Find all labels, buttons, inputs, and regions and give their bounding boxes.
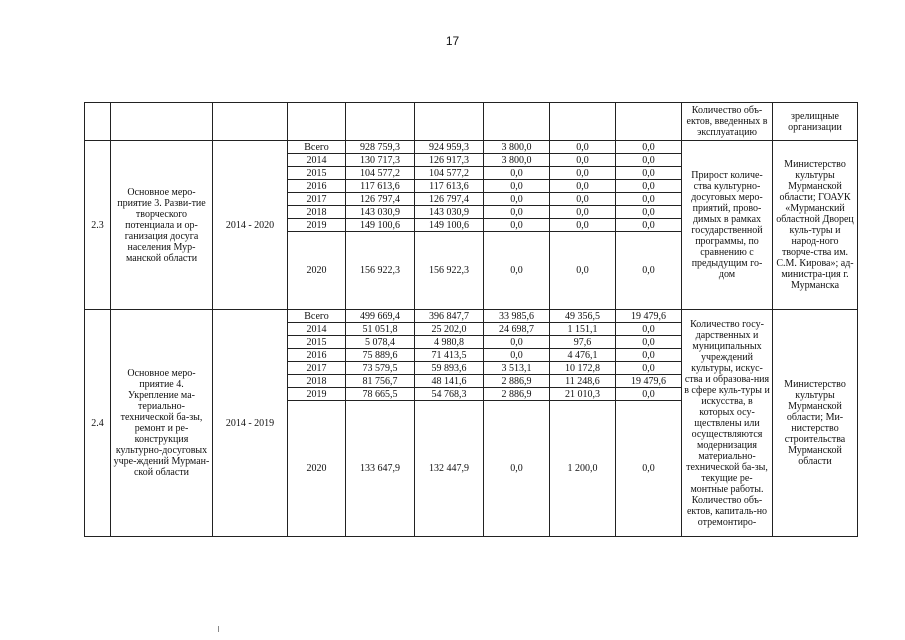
year-label-cell: 2017: [288, 362, 346, 375]
year-label-cell: 2014: [288, 154, 346, 167]
year-label-cell: Всего: [288, 310, 346, 323]
value-cell-c1: 78 665,5: [346, 388, 415, 401]
value-cell-c1: 143 030,9: [346, 206, 415, 219]
value-cell-c3: 0,0: [484, 232, 550, 310]
value-cell-c1: 75 889,6: [346, 349, 415, 362]
year-label-cell: 2017: [288, 193, 346, 206]
value-cell-c3: 2 886,9: [484, 388, 550, 401]
value-cell-c3: 3 513,1: [484, 362, 550, 375]
value-cell-c1: 156 922,3: [346, 232, 415, 310]
value-cell-c5: 0,0: [616, 323, 682, 336]
table-row: [85, 141, 858, 154]
value-cell-c3: 0,0: [484, 167, 550, 180]
value-cell-c2: 4 980,8: [415, 336, 484, 349]
row-number-cell: 2.4: [85, 310, 111, 537]
year-label-cell: 2020: [288, 232, 346, 310]
value-cell-c2: 48 141,6: [415, 375, 484, 388]
year-label-cell: 2016: [288, 180, 346, 193]
value-cell-c2: 54 768,3: [415, 388, 484, 401]
value-cell-c3: 2 886,9: [484, 375, 550, 388]
value-cell-c2: 117 613,6: [415, 180, 484, 193]
value-cell-c4: 1 200,0: [550, 401, 616, 537]
value-cell-c4: 0,0: [550, 219, 616, 232]
value-cell-c2: 396 847,7: [415, 310, 484, 323]
value-cell-c4: 0,0: [550, 193, 616, 206]
header-empty-cell: [616, 103, 682, 141]
value-cell-c1: 81 756,7: [346, 375, 415, 388]
header-empty-cell: [484, 103, 550, 141]
value-cell-c5: 0,0: [616, 141, 682, 154]
value-cell-c5: 0,0: [616, 349, 682, 362]
header-empty-cell: [346, 103, 415, 141]
year-label-cell: 2015: [288, 167, 346, 180]
value-cell-c1: 117 613,6: [346, 180, 415, 193]
measure-title-cell: Основное меро-приятие 4. Укрепление ма-териально-технической ба-зы, ремонт и ре-конструкция культурно-досуговых учре-ждений Мурман-ской области: [111, 310, 213, 537]
value-cell-c2: 143 030,9: [415, 206, 484, 219]
value-cell-c5: 0,0: [616, 154, 682, 167]
measure-title-cell: Основное меро-приятие 3. Разви-тие творческого потенциала и ор-ганизация досуга населения Мур-манской области: [111, 141, 213, 310]
value-cell-c4: 0,0: [550, 180, 616, 193]
value-cell-c5: 19 479,6: [616, 310, 682, 323]
value-cell-c4: 0,0: [550, 232, 616, 310]
value-cell-c4: 0,0: [550, 167, 616, 180]
value-cell-c4: 11 248,6: [550, 375, 616, 388]
header-empty-cell: [111, 103, 213, 141]
value-cell-c3: 0,0: [484, 401, 550, 537]
header-row: [85, 103, 858, 141]
value-cell-c1: 133 647,9: [346, 401, 415, 537]
table-row: [85, 310, 858, 323]
value-cell-c5: 0,0: [616, 180, 682, 193]
value-cell-c4: 0,0: [550, 141, 616, 154]
value-cell-c5: 0,0: [616, 362, 682, 375]
executor-cell: Министерство культуры Мурманской области; Ми-нистерство строительства Мурманской области: [773, 310, 858, 537]
indicator-cell: Количество госу-дарственных и муниципальных учреждений культуры, искус-ства и образова-ния в сфере куль-туры и искусства, в которых осу-ществлены или осуществляются модернизация материально-технической ба-зы, текущие ре-монтные работы. Количество объ-ектов, капиталь-но отремонтиро-: [682, 310, 773, 537]
value-cell-c5: 0,0: [616, 219, 682, 232]
row-number-cell: 2.3: [85, 141, 111, 310]
value-cell-c4: 4 476,1: [550, 349, 616, 362]
header-empty-cell: [213, 103, 288, 141]
value-cell-c3: 0,0: [484, 180, 550, 193]
value-cell-c3: 3 800,0: [484, 154, 550, 167]
value-cell-c3: 0,0: [484, 336, 550, 349]
year-label-cell: 2018: [288, 206, 346, 219]
value-cell-c3: 0,0: [484, 219, 550, 232]
value-cell-c1: 149 100,6: [346, 219, 415, 232]
value-cell-c3: 0,0: [484, 193, 550, 206]
value-cell-c4: 49 356,5: [550, 310, 616, 323]
value-cell-c2: 126 797,4: [415, 193, 484, 206]
value-cell-c4: 0,0: [550, 154, 616, 167]
value-cell-c3: 0,0: [484, 349, 550, 362]
year-label-cell: Всего: [288, 141, 346, 154]
value-cell-c1: 126 797,4: [346, 193, 415, 206]
period-cell: 2014 - 2019: [213, 310, 288, 537]
value-cell-c1: 51 051,8: [346, 323, 415, 336]
value-cell-c3: 33 985,6: [484, 310, 550, 323]
value-cell-c1: 928 759,3: [346, 141, 415, 154]
value-cell-c5: 19 479,6: [616, 375, 682, 388]
value-cell-c2: 59 893,6: [415, 362, 484, 375]
period-cell: 2014 - 2020: [213, 141, 288, 310]
value-cell-c2: 126 917,3: [415, 154, 484, 167]
year-label-cell: 2014: [288, 323, 346, 336]
header-empty-cell: [288, 103, 346, 141]
page-number: 17: [445, 34, 460, 48]
value-cell-c4: 0,0: [550, 206, 616, 219]
value-cell-c5: 0,0: [616, 232, 682, 310]
year-label-cell: 2016: [288, 349, 346, 362]
indicator-cell: Прирост количе-ства культурно-досуговых меро-приятий, прово-димых в рамках государственной программы, по сравнению с предыдущим го-дом: [682, 141, 773, 310]
value-cell-c5: 0,0: [616, 336, 682, 349]
value-cell-c1: 73 579,5: [346, 362, 415, 375]
year-label-cell: 2019: [288, 388, 346, 401]
value-cell-c5: 0,0: [616, 167, 682, 180]
value-cell-c3: 24 698,7: [484, 323, 550, 336]
header-empty-cell: [550, 103, 616, 141]
year-label-cell: 2018: [288, 375, 346, 388]
header-indicator-cell: Количество объ-ектов, введенных в эксплуатацию: [682, 103, 773, 141]
value-cell-c3: 0,0: [484, 206, 550, 219]
scan-mark: [218, 626, 219, 632]
value-cell-c2: 71 413,5: [415, 349, 484, 362]
value-cell-c5: 0,0: [616, 193, 682, 206]
value-cell-c1: 104 577,2: [346, 167, 415, 180]
value-cell-c4: 97,6: [550, 336, 616, 349]
value-cell-c4: 1 151,1: [550, 323, 616, 336]
value-cell-c2: 156 922,3: [415, 232, 484, 310]
header-empty-cell: [415, 103, 484, 141]
value-cell-c2: 25 202,0: [415, 323, 484, 336]
value-cell-c5: 0,0: [616, 206, 682, 219]
value-cell-c1: 499 669,4: [346, 310, 415, 323]
year-label-cell: 2019: [288, 219, 346, 232]
value-cell-c2: 132 447,9: [415, 401, 484, 537]
value-cell-c2: 924 959,3: [415, 141, 484, 154]
value-cell-c4: 10 172,8: [550, 362, 616, 375]
year-label-cell: 2015: [288, 336, 346, 349]
value-cell-c2: 104 577,2: [415, 167, 484, 180]
value-cell-c3: 3 800,0: [484, 141, 550, 154]
executor-cell: Министерство культуры Мурманской области; ГОАУК «Мурманский областной Дворец куль-туры и народ-ного творче-ства им. С.М. Кирова»; ад-министра-ция г. Мурманска: [773, 141, 858, 310]
value-cell-c5: 0,0: [616, 388, 682, 401]
program-table: [84, 102, 858, 537]
header-empty-cell: [85, 103, 111, 141]
year-label-cell: 2020: [288, 401, 346, 537]
value-cell-c4: 21 010,3: [550, 388, 616, 401]
value-cell-c5: 0,0: [616, 401, 682, 537]
value-cell-c2: 149 100,6: [415, 219, 484, 232]
header-executor-cell: зрелищные организации: [773, 103, 858, 141]
value-cell-c1: 130 717,3: [346, 154, 415, 167]
value-cell-c1: 5 078,4: [346, 336, 415, 349]
